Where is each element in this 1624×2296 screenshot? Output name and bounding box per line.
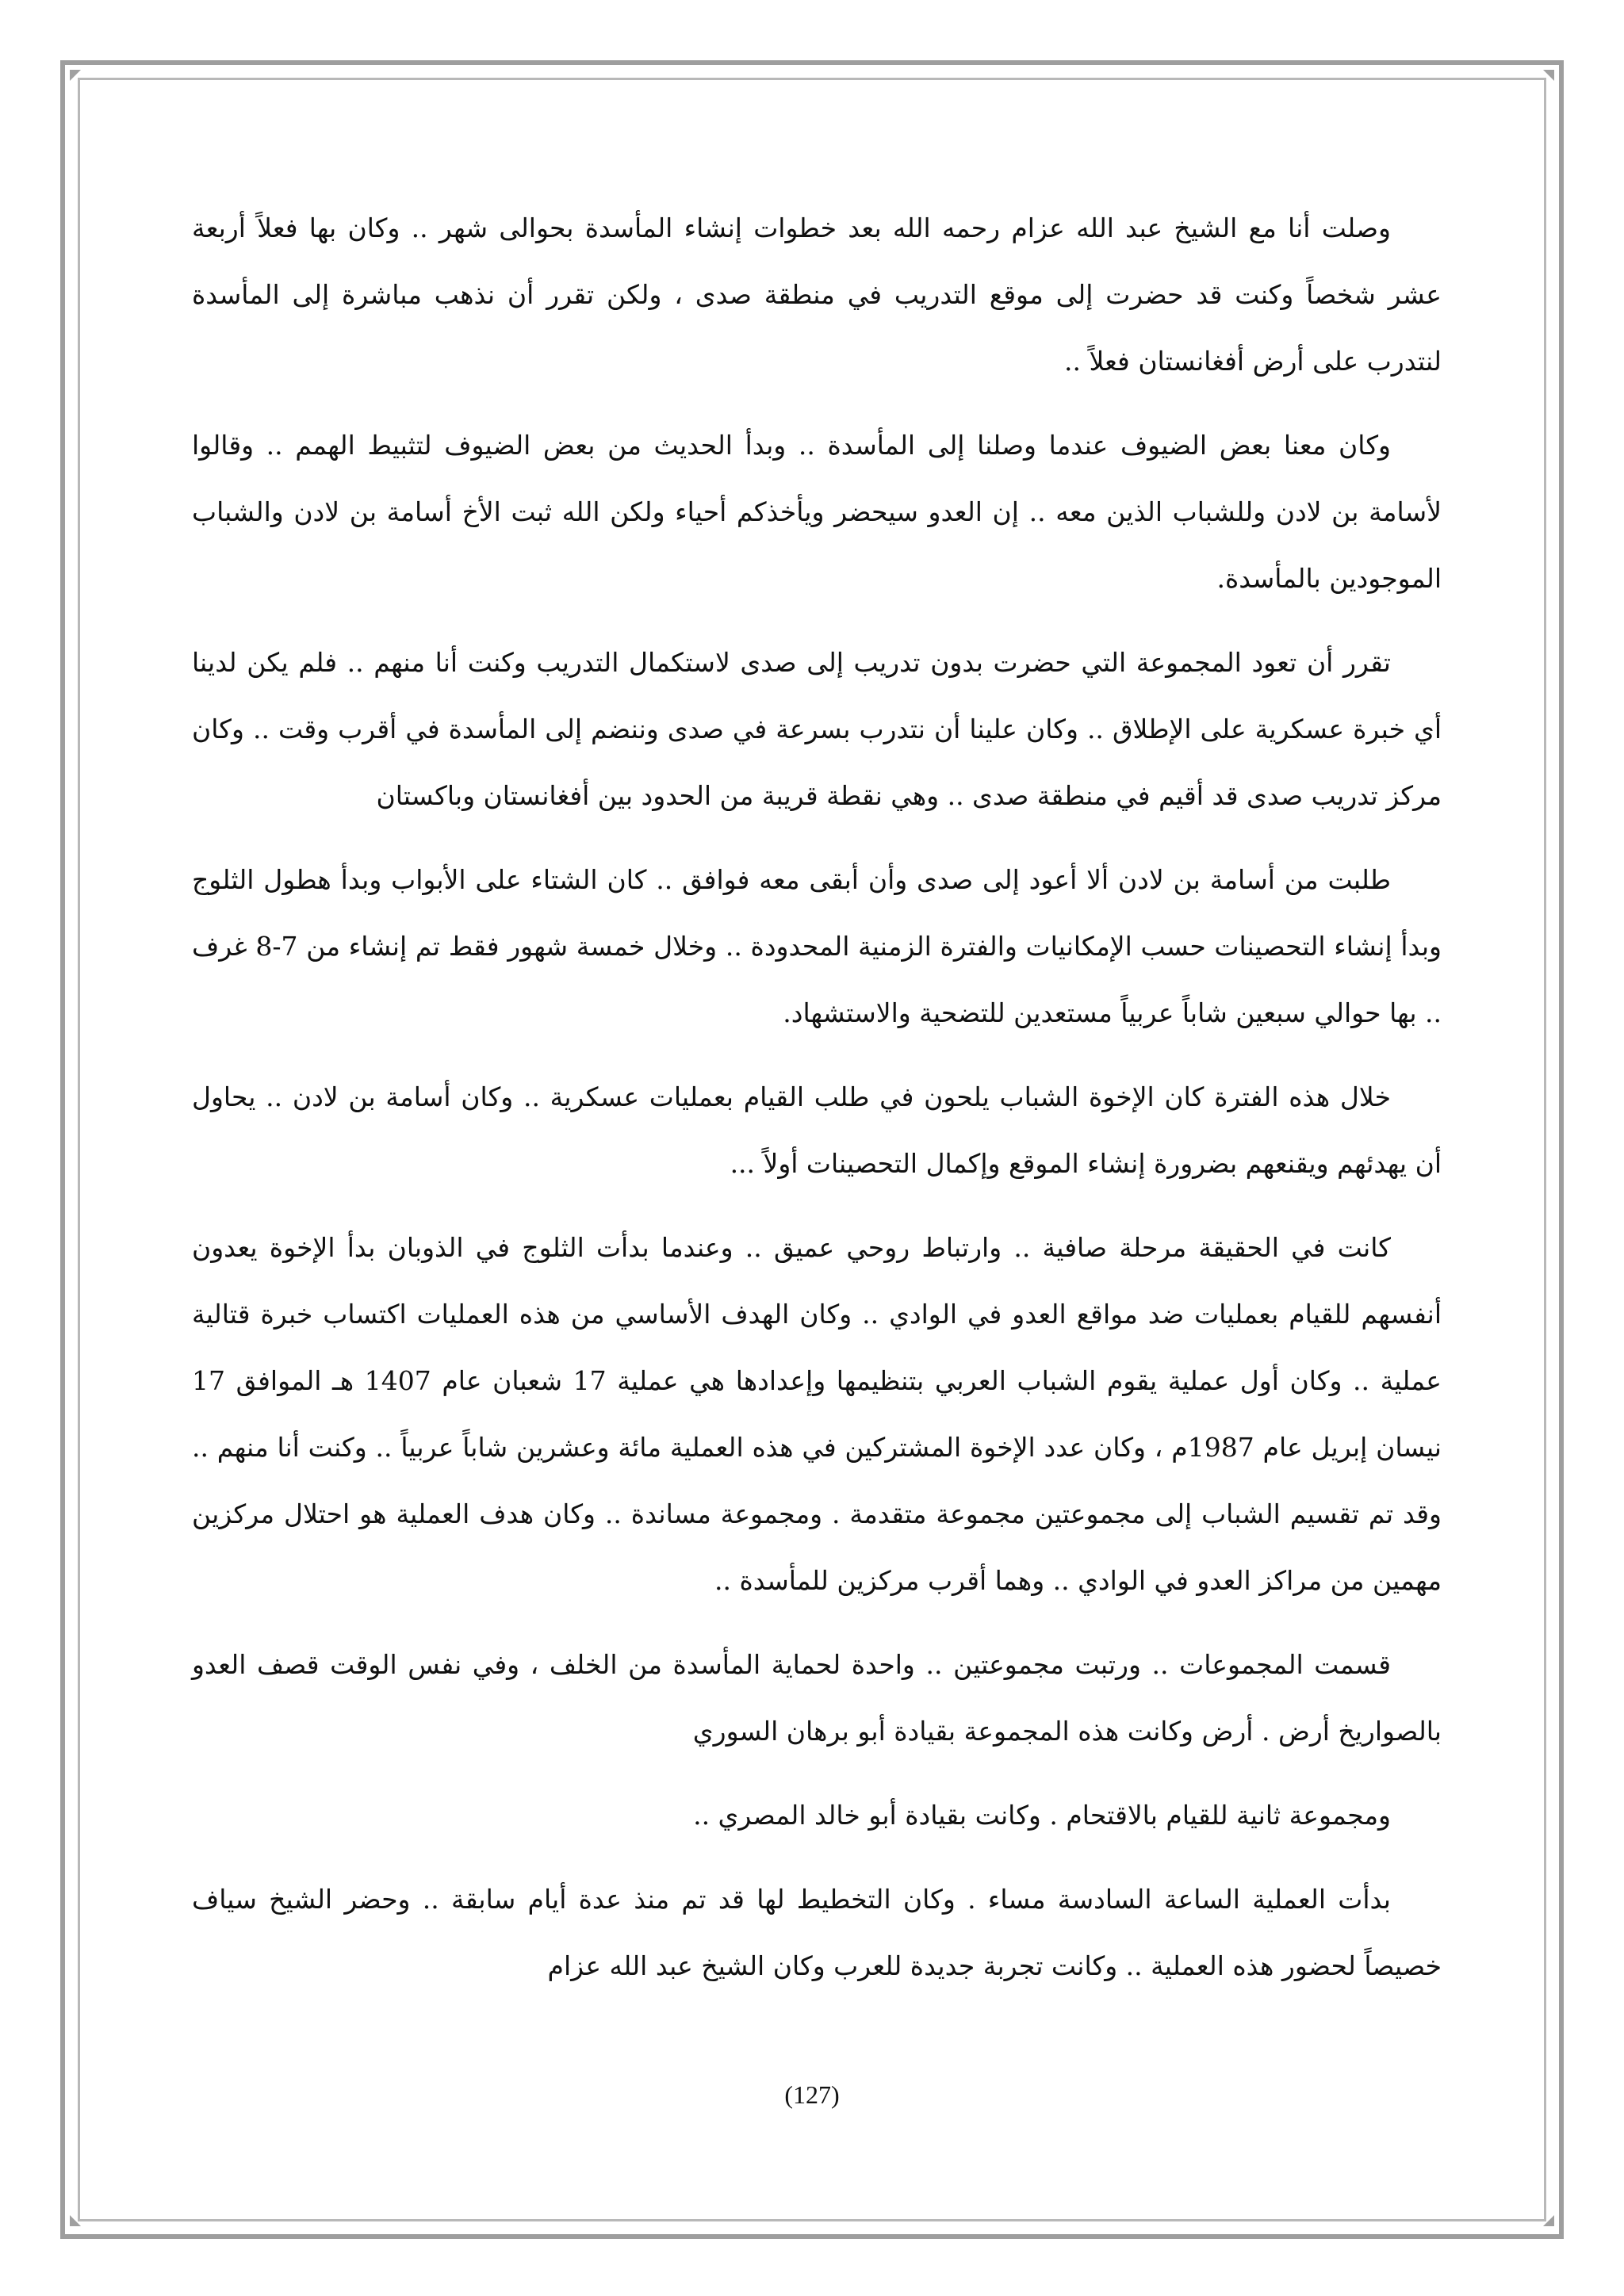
paragraph-1: وصلت أنا مع الشيخ عبد الله عزام رحمه الله بعد خطوات إنشاء المأسدة بحوالى شهر .. وكان بها فعلاً أربعة عشر شخصاً وكنت قد حضرت إلى موقع التدريب في منطقة صدى ، ولكن تقرر أن نذهب مباشرة إلى المأسدة لنتدرب على أرض أفغانستان فعلاً .. (192, 212, 1442, 377)
corner-ornament-bottom-left (70, 2215, 81, 2226)
corner-ornament-top-left (70, 70, 81, 81)
paragraph-9: بدأت العملية الساعة السادسة مساء . وكان التخطيط لها قد تم منذ عدة أيام سابقة .. وحضر الشيخ سياف خصيصاً لحضور هذه العملية .. وكانت تجربة جديدة للعرب وكان الشيخ عبد الله عزام (192, 1884, 1442, 1981)
paragraph-5: خلال هذه الفترة كان الإخوة الشباب يلحون في طلب القيام بعمليات عسكرية .. وكان أسامة بن لادن .. يحاول أن يهدئهم ويقنعهم بضرورة إنشاء الموقع وإكمال التحصينات أولاً ... (192, 1081, 1442, 1179)
paragraph-4: طلبت من أسامة بن لادن ألا أعود إلى صدى وأن أبقى معه فوافق .. كان الشتاء على الأبواب وبدأ هطول الثلوج وبدأ إنشاء التحصينات حسب الإمكانيات والفترة الزمنية المحدودة .. وخلال خمسة شهور فقط تم إنشاء من 7-8 غرف .. بها حوالي سبعين شاباً عربياً مستعدين للتضحية والاستشهاد. (192, 864, 1442, 1028)
paragraph-7: قسمت المجموعات .. ورتبت مجموعتين .. واحدة لحماية المأسدة من الخلف ، وفي نفس الوقت قصف العدو بالصواريخ أرض . أرض وكانت هذه المجموعة بقيادة أبو برهان السوري (192, 1649, 1442, 1747)
corner-ornament-top-right (1543, 70, 1554, 81)
paragraph-8: ومجموعة ثانية للقيام بالاقتحام . وكانت بقيادة أبو خالد المصري .. (693, 1800, 1391, 1831)
page-number: (127) (784, 2080, 840, 2109)
paragraph-3: تقرر أن تعود المجموعة التي حضرت بدون تدريب إلى صدى لاستكمال التدريب وكنت أنا منهم .. فلم يكن لدينا أي خبرة عسكرية على الإطلاق .. وكان علينا أن نتدرب بسرعة في صدى وننضم إلى المأسدة في أقرب وقت .. وكان مركز تدريب صدى قد أقيم في منطقة صدى .. وهي نقطة قريبة من الحدود بين أفغانستان وباكستان (192, 647, 1442, 811)
paragraph-6: كانت في الحقيقة مرحلة صافية .. وارتباط روحي عميق .. وعندما بدأت الثلوج في الذوبان بدأ الإخوة يعدون أنفسهم للقيام بعمليات ضد مواقع العدو في الوادي .. وكان الهدف الأساسي من هذه العمليات اكتساب خبرة قتالية عملية .. وكان أول عملية يقوم الشباب العربي بتنظيمها وإعدادها هي عملية 17 شعبان عام 1407 هـ الموافق 17 نيسان إبريل عام 1987م ، وكان عدد الإخوة المشتركين في هذه العملية مائة وعشرين شاباً عربياً .. وكنت أنا منهم .. وقد تم تقسيم الشباب إلى مجموعتين مجموعة متقدمة . ومجموعة مساندة .. وكان هدف العملية هو احتلال مركزين مهمين من مراكز العدو في الوادي .. وهما أقرب مركزين للمأسدة .. (192, 1232, 1442, 1596)
paragraph-2: وكان معنا بعض الضيوف عندما وصلنا إلى المأسدة .. وبدأ الحديث من بعض الضيوف لتثبيط الهمم .. وقالوا لأسامة بن لادن وللشباب الذين معه .. إن العدو سيحضر ويأخذكم أحياء ولكن الله ثبت الأخ أسامة بن لادن والشباب الموجودين بالمأسدة. (192, 430, 1442, 594)
corner-ornament-bottom-right (1543, 2215, 1554, 2226)
body-text (192, 195, 1442, 2017)
